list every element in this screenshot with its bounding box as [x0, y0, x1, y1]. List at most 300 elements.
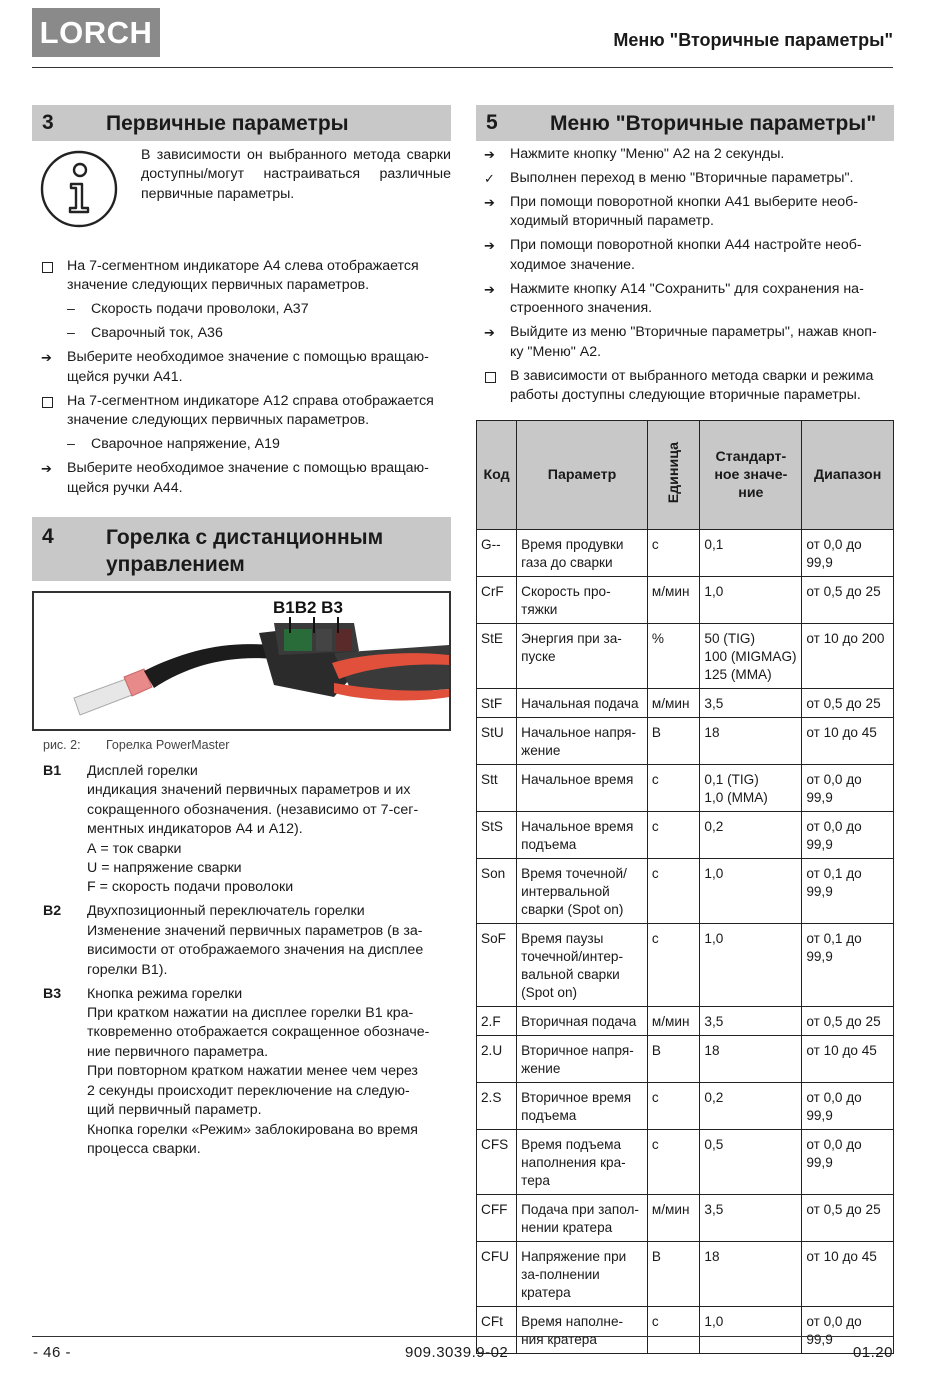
cell-text-line: 0,5 [704, 1137, 724, 1152]
dash-icon: – [67, 436, 75, 453]
arrow-right-icon: ➔ [484, 325, 495, 341]
cell-text-line: за-полнении [521, 1267, 600, 1282]
list-item-text [510, 280, 896, 319]
list-item [476, 367, 896, 406]
item-text-line: щий первичный параметр. [87, 1102, 262, 1119]
cell-text-line: CFF [481, 1202, 508, 1217]
cell-parameter [517, 689, 648, 718]
cell-text-line: от 0,0 до 99,9 [806, 1137, 862, 1170]
secondary-parameters-table [476, 420, 894, 1354]
cell-text-line: от 0,5 до 25 [806, 584, 881, 599]
cell-range [802, 1130, 894, 1195]
item-text-line: На 7-сегментном индикаторе А12 справа отображается [67, 392, 434, 409]
cell-text-line: от 0,0 до 99,9 [806, 819, 862, 852]
unit-header-text: Единица [665, 441, 682, 504]
cell-text-line: Начальное время [521, 819, 634, 834]
cell-text-line: Вторичное напря- [521, 1043, 634, 1058]
cell-text-line: CFU [481, 1249, 509, 1264]
section-3-list [33, 257, 453, 503]
section-5-list [476, 145, 896, 410]
cell-code [477, 859, 517, 924]
cell-unit [647, 718, 700, 765]
cell-text-line: 50 (TIG) [704, 631, 755, 646]
cell-unit [647, 689, 700, 718]
section-3-title: Первичные параметры [106, 112, 349, 135]
cell-text-line: Вторичное время [521, 1090, 632, 1105]
cell-text-line: 3,5 [704, 696, 724, 711]
cell-text-line: наполнения кра- [521, 1155, 626, 1170]
section-4-heading [32, 517, 451, 581]
cell-parameter [517, 624, 648, 689]
item-text-line: Скорость подачи проволоки, А37 [91, 301, 309, 318]
arrow-right-icon: ➔ [41, 461, 52, 477]
header-divider [32, 67, 893, 68]
item-text-line: 2 секунды происходит переключение на следую- [87, 1082, 410, 1099]
cell-parameter [517, 530, 648, 577]
cell-text-line: жение [521, 743, 561, 758]
item-text-line: тковременно отображается сокращенное обозначе- [87, 1024, 430, 1041]
cell-text-line: от 10 до 200 [806, 631, 885, 646]
cell-text-line: Энергия при за- [521, 631, 622, 646]
cell-text-line: 0,1 (TIG) [704, 772, 759, 787]
header-text-line: ние [738, 485, 764, 501]
cell-default [700, 924, 802, 1007]
cell-code [477, 1007, 517, 1036]
item-text-line: Нажмите кнопку А14 "Сохранить" для сохранения на- [510, 280, 864, 297]
cell-code [477, 1036, 517, 1083]
section-5-number: 5 [486, 111, 498, 134]
col-parameter-header [517, 421, 648, 530]
cell-text-line: 2.S [481, 1090, 502, 1105]
cell-text-line: жение [521, 1061, 561, 1076]
figure-labels: B1B2 B3 [273, 598, 343, 617]
cell-range [802, 765, 894, 812]
figure-caption-text: Горелка PowerMaster [106, 738, 230, 752]
header-text-line: ное значе- [714, 467, 788, 483]
arrow-right-icon: ➔ [484, 195, 495, 210]
list-item-text [67, 348, 453, 387]
arrow-right-icon: ➔ [484, 238, 495, 254]
cell-text-line: ния кратера [521, 1332, 597, 1347]
cell-range [802, 859, 894, 924]
item-text-line: Сварочное напряжение, А19 [91, 436, 280, 453]
item-text-line: В зависимости от выбранного метода сварки и режима [510, 367, 874, 384]
torch-element-item [43, 902, 453, 980]
torch-element-item [43, 985, 453, 1160]
cell-parameter [517, 1130, 648, 1195]
cell-text-line: 0,2 [704, 819, 724, 834]
cell-default [700, 1130, 802, 1195]
table-row [477, 1083, 894, 1130]
item-text-line: Нажмите кнопку "Меню" А2 на 2 секунды. [510, 146, 785, 162]
cell-unit [647, 924, 700, 1007]
table-row [477, 689, 894, 718]
cell-text-line: с [651, 1137, 659, 1152]
cell-default [700, 812, 802, 859]
cell-unit [647, 1195, 700, 1242]
cell-default [700, 765, 802, 812]
cell-code [477, 924, 517, 1007]
item-text-line: значение следующих первичных параметров. [67, 412, 370, 429]
cell-text-line: CFS [481, 1137, 509, 1152]
list-item [476, 323, 896, 362]
dash-icon: – [67, 301, 75, 318]
item-text-line: ходимый вторичный параметр. [510, 213, 714, 230]
list-item [33, 435, 453, 454]
col-range-header [802, 421, 894, 530]
cell-unit [647, 1036, 700, 1083]
cell-text-line: от 0,1 до 99,9 [806, 931, 862, 964]
cell-range [802, 624, 894, 689]
table-row [477, 1195, 894, 1242]
cell-code [477, 1130, 517, 1195]
cell-code [477, 689, 517, 718]
cell-text-line: Stt [481, 772, 498, 787]
item-text-line: Кнопка горелки «Режим» заблокирована во время [87, 1121, 418, 1138]
item-text-line: ментных индикаторов А4 и А12). [87, 821, 303, 838]
welding-torch-image [34, 593, 449, 729]
cell-text-line: пуске [521, 649, 556, 664]
cell-text-line: с [651, 1090, 659, 1105]
list-item [476, 169, 896, 188]
arrow-right-icon: ➔ [484, 281, 495, 297]
cell-range [802, 689, 894, 718]
list-item-text [67, 392, 453, 431]
cell-text-line: Начальное напря- [521, 725, 637, 740]
cell-text-line: м/мин [651, 1014, 690, 1029]
section-4-title-line1: Горелка с дистанционным [106, 526, 384, 549]
table-row [477, 1307, 894, 1354]
cell-unit [647, 624, 700, 689]
cell-text-line: м/мин [651, 1202, 690, 1217]
item-text-line: Двухпозиционный переключатель горелки [87, 903, 365, 920]
item-text-line: процесса сварки. [87, 1140, 201, 1157]
item-text-line: значение следующих первичных параметров. [67, 277, 370, 294]
item-text-line: висимости от отображаемого значения на дисплее [87, 942, 424, 959]
table-row [477, 1130, 894, 1195]
cell-parameter [517, 1242, 648, 1307]
cell-parameter [517, 765, 648, 812]
footer-divider [32, 1336, 893, 1337]
cell-code [477, 1242, 517, 1307]
list-item [33, 300, 453, 319]
table-row [477, 812, 894, 859]
item-text-line: Выйдите из меню "Вторичные параметры", нажав кноп- [510, 324, 877, 341]
item-text-line: Изменение значений первичных параметров (в за- [87, 922, 423, 939]
cell-code [477, 624, 517, 689]
item-text-line: ходимое значение. [510, 256, 635, 273]
item-text-line: U = напряжение сварки [87, 860, 242, 877]
torch-element-key: B2 [43, 903, 62, 920]
section-3-number: 3 [42, 111, 54, 134]
cell-text-line: 18 [704, 1249, 720, 1264]
cell-text-line: от 0,5 до 25 [806, 696, 881, 711]
cell-range [802, 718, 894, 765]
cell-text-line: от 10 до 45 [806, 1043, 877, 1058]
table-row [477, 530, 894, 577]
torch-figure [32, 591, 451, 731]
item-text-line: щейся ручки А41. [67, 368, 183, 385]
cell-text-line: от 0,0 до 99,9 [806, 1090, 862, 1123]
cell-text-line: 100 (MIGMAG) [704, 649, 797, 664]
cell-text-line: 3,5 [704, 1014, 724, 1029]
figure-caption [43, 738, 229, 752]
cell-text-line: от 0,5 до 25 [806, 1202, 881, 1217]
cell-default [700, 1007, 802, 1036]
item-text-line: При помощи поворотной кнопки А41 выберите необ- [510, 194, 859, 210]
item-text-line: горелки В1). [87, 961, 168, 978]
cell-parameter [517, 1307, 648, 1354]
section-5-heading [476, 105, 894, 141]
table-header-row [477, 421, 894, 530]
cell-text-line: 18 [704, 1043, 720, 1058]
cell-range [802, 1083, 894, 1130]
item-text-line: На 7-сегментном индикаторе А4 слева отображается [67, 258, 419, 274]
cell-text-line: В [651, 725, 661, 740]
list-item-text [510, 193, 896, 232]
cell-text-line: кратера [521, 1285, 571, 1300]
cell-text-line: тяжки [521, 602, 558, 617]
torch-element-list [43, 762, 453, 1164]
list-item-text [510, 236, 896, 275]
table-row [477, 1036, 894, 1083]
section-4-title-line2: управлением [106, 553, 245, 576]
item-text-line: Кнопка режима горелки [87, 985, 243, 1002]
list-item [476, 236, 896, 275]
cell-text-line: Начальная подача [521, 696, 639, 711]
cell-code [477, 718, 517, 765]
cell-text-line: 2.U [481, 1043, 503, 1058]
info-note: В зависимости он выбранного метода сварки доступны/могут настраиваться различные первичные параметры. [141, 147, 451, 202]
cell-text-line: подъема [521, 1108, 577, 1123]
figure-caption-label: рис. 2: [43, 738, 81, 752]
cell-range [802, 924, 894, 1007]
list-item [33, 348, 453, 387]
arrow-right-icon: ➔ [484, 147, 495, 162]
cell-default [700, 1083, 802, 1130]
cell-text-line: % [651, 631, 664, 646]
cell-range [802, 1195, 894, 1242]
cell-text-line: 125 (MMA) [704, 667, 772, 682]
cell-code [477, 765, 517, 812]
cell-text-line: 0,1 [704, 537, 724, 552]
cell-code [477, 577, 517, 624]
cell-default [700, 1195, 802, 1242]
cell-default [700, 624, 802, 689]
cell-text-line: Подача при запол- [521, 1202, 639, 1217]
cell-text-line: 3,5 [704, 1202, 724, 1217]
cell-text-line: от 0,0 до 99,9 [806, 537, 862, 570]
cell-unit [647, 812, 700, 859]
cell-text-line: 2.F [481, 1014, 501, 1029]
cell-text-line: (Spot on) [521, 985, 578, 1000]
list-item-text [510, 367, 896, 406]
document-number: 909.3039.9-02 [405, 1344, 509, 1361]
cell-text-line: StS [481, 819, 503, 834]
cell-text-line: нении кратера [521, 1220, 613, 1235]
list-item [476, 280, 896, 319]
torch-element-description [87, 985, 453, 1160]
cell-text-line: 0,2 [704, 1090, 724, 1105]
torch-element-item [43, 762, 453, 898]
cell-text-line: от 10 до 45 [806, 1249, 877, 1264]
cell-text-line: с [651, 1314, 659, 1329]
torch-element-description [87, 902, 453, 980]
item-text-line: работы доступны следующие вторичные параметры. [510, 387, 861, 404]
cell-text-line: Время точечной/ [521, 866, 627, 881]
checkbox-icon [485, 372, 496, 383]
cell-unit [647, 577, 700, 624]
cell-parameter [517, 1083, 648, 1130]
cell-text-line: Время наполне- [521, 1314, 624, 1329]
cell-default [700, 530, 802, 577]
cell-text-line: StE [481, 631, 503, 646]
cell-text-line: тера [521, 1173, 550, 1188]
cell-text-line: Время паузы [521, 931, 604, 946]
checkmark-icon: ✓ [484, 171, 495, 186]
cell-parameter [517, 718, 648, 765]
torch-element-key: B3 [43, 985, 62, 1002]
cell-text-line: м/мин [651, 584, 690, 599]
cell-text-line: с [651, 931, 659, 946]
list-item-text [510, 323, 896, 362]
item-text-line: При помощи поворотной кнопки А44 настройте необ- [510, 237, 862, 254]
cell-text-line: Son [481, 866, 506, 881]
cell-text-line: В [651, 1249, 661, 1264]
brand-logo: LORCH [32, 8, 160, 57]
list-item-text [91, 324, 453, 343]
list-item-text [91, 300, 453, 319]
cell-parameter [517, 1007, 648, 1036]
cell-code [477, 1195, 517, 1242]
cell-text-line: 1,0 [704, 931, 724, 946]
cell-text-line: StF [481, 696, 503, 711]
header-text-line: Код [483, 467, 510, 483]
cell-text-line: SoF [481, 931, 506, 946]
cell-text-line: Время продувки [521, 537, 624, 552]
item-text-line: щейся ручки А44. [67, 479, 183, 496]
list-item [33, 257, 453, 296]
list-item-text [91, 435, 453, 454]
header-text-line: Стандарт- [715, 449, 787, 465]
table-row [477, 624, 894, 689]
info-icon [40, 150, 118, 228]
cell-text-line: Напряжение при [521, 1249, 627, 1264]
cell-unit [647, 1130, 700, 1195]
cell-text-line: от 10 до 45 [806, 725, 877, 740]
cell-unit [647, 1007, 700, 1036]
item-text-line: индикация значений первичных параметров и их [87, 782, 411, 799]
cell-parameter [517, 1195, 648, 1242]
cell-text-line: с [651, 537, 659, 552]
list-item [33, 324, 453, 343]
cell-text-line: с [651, 819, 659, 834]
cell-text-line: вальной сварки [521, 967, 620, 982]
cell-parameter [517, 1036, 648, 1083]
header-text-line: Диапазон [814, 467, 882, 483]
cell-parameter [517, 577, 648, 624]
checkbox-icon [42, 397, 53, 408]
table-row [477, 577, 894, 624]
col-unit-header [647, 421, 700, 530]
item-text-line: F = скорость подачи проволоки [87, 879, 294, 896]
cell-text-line: Время подъема [521, 1137, 622, 1152]
page-header-title: Меню "Вторичные параметры" [613, 30, 893, 50]
list-item [476, 193, 896, 232]
cell-code [477, 530, 517, 577]
item-text-line: Сварочный ток, А36 [91, 325, 223, 342]
cell-range [802, 530, 894, 577]
cell-code [477, 812, 517, 859]
cell-text-line: с [651, 866, 659, 881]
cell-default [700, 1242, 802, 1307]
table-row [477, 1242, 894, 1307]
cell-unit [647, 859, 700, 924]
document-date: 01.20 [852, 1344, 893, 1361]
cell-range [802, 1036, 894, 1083]
cell-text-line: 1,0 [704, 866, 724, 881]
cell-text-line: CrF [481, 584, 504, 599]
cell-parameter [517, 859, 648, 924]
table-row [477, 765, 894, 812]
arrow-right-icon: ➔ [41, 350, 52, 366]
cell-text-line: StU [481, 725, 504, 740]
cell-text-line: Начальное время [521, 772, 634, 787]
col-default-header [700, 421, 802, 530]
list-item-text [67, 459, 453, 498]
cell-parameter [517, 812, 648, 859]
cell-unit [647, 530, 700, 577]
cell-text-line: от 0,0 до 99,9 [806, 772, 862, 805]
cell-range [802, 812, 894, 859]
cell-text-line: точечной/интер- [521, 949, 624, 964]
list-item-text [510, 169, 896, 188]
section-3-heading [32, 105, 451, 141]
cell-range [802, 1007, 894, 1036]
dash-icon: – [67, 325, 75, 342]
item-text-line: сокращенного обозначения. (независимо от 7-сег- [87, 801, 419, 818]
cell-text-line: Вторичная подача [521, 1014, 637, 1029]
cell-code [477, 1083, 517, 1130]
cell-range [802, 1242, 894, 1307]
page-number: - 46 - [33, 1344, 72, 1361]
item-text-line: строенного значения. [510, 300, 653, 317]
item-text-line: Дисплей горелки [87, 763, 198, 779]
cell-default [700, 718, 802, 765]
cell-text-line: 1,0 [704, 1314, 724, 1329]
table-row [477, 1007, 894, 1036]
item-text-line: ние первичного параметра. [87, 1043, 269, 1060]
cell-text-line: сварки (Spot on) [521, 902, 624, 917]
cell-text-line: с [651, 772, 659, 787]
cell-default [700, 1307, 802, 1354]
cell-default [700, 859, 802, 924]
cell-default [700, 577, 802, 624]
torch-element-key: B1 [43, 763, 62, 779]
cell-unit [647, 1083, 700, 1130]
col-code-header [477, 421, 517, 530]
list-item-text [67, 257, 453, 296]
header-text-line: Параметр [547, 467, 617, 483]
cell-unit [647, 765, 700, 812]
item-text-line: ку "Меню" А2. [510, 343, 602, 360]
cell-default [700, 689, 802, 718]
cell-text-line: 18 [704, 725, 720, 740]
table-row [477, 859, 894, 924]
table-row [477, 924, 894, 1007]
section-4-number: 4 [42, 525, 54, 548]
list-item-text [510, 145, 896, 164]
